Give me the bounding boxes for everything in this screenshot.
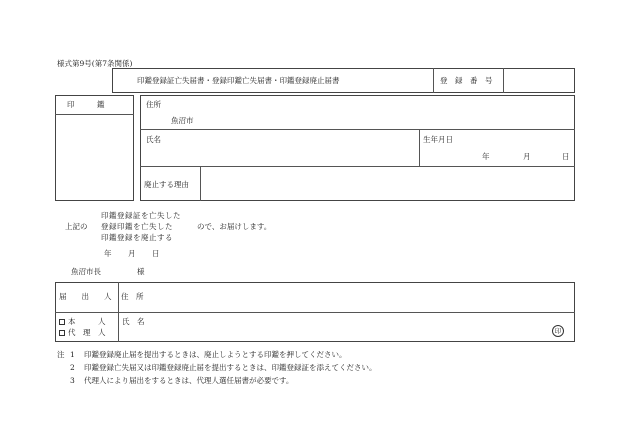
note-text: 印鑑登録亡失届又は印鑑登録廃止届を提出するときは、印鑑登録証を添えてください。 xyxy=(84,363,377,372)
notifier-name-label: 氏 名 xyxy=(122,317,145,326)
divider xyxy=(140,129,575,130)
divider xyxy=(118,282,119,342)
note-text: 印鑑登録廃止届を提出するときは、廃止しようとする印鑑を押してください。 xyxy=(84,350,347,359)
notifier-address-input[interactable] xyxy=(150,286,570,308)
seal-label: 印 鑑 xyxy=(67,100,105,109)
divider xyxy=(200,166,201,201)
notifier-label: 届 出 人 xyxy=(59,292,112,301)
agent-option[interactable] xyxy=(59,329,106,337)
statement-option-seal-lost: 登録印鑑を亡失した xyxy=(101,222,173,231)
reason-label: 廃止する理由 xyxy=(144,180,189,189)
form-title: 印鑑登録証亡失届書・登録印鑑亡失届書・印鑑登録廃止届書 xyxy=(137,76,340,85)
name-label: 氏名 xyxy=(146,135,161,144)
agent-checkbox[interactable] xyxy=(59,330,65,336)
birthdate-day: 日 xyxy=(562,152,570,161)
divider xyxy=(140,166,575,167)
notifier-address-label: 住 所 xyxy=(121,292,144,301)
self-label: 本 人 xyxy=(68,317,106,326)
date-month: 月 xyxy=(128,249,136,258)
note-number: 3 xyxy=(70,376,75,385)
birthdate-month: 月 xyxy=(523,152,531,161)
address-city: 魚沼市 xyxy=(171,116,194,125)
addressee-name: 魚沼市長 xyxy=(71,267,101,276)
divider xyxy=(55,312,575,313)
birthdate-label: 生年月日 xyxy=(423,135,453,144)
note-number: 2 xyxy=(70,363,75,372)
statement-prefix: 上記の xyxy=(65,222,88,231)
divider xyxy=(503,68,504,93)
date-year: 年 xyxy=(104,249,112,258)
addressee-honorific: 様 xyxy=(137,267,145,276)
date-day: 日 xyxy=(152,249,160,258)
address-label: 住所 xyxy=(146,100,161,109)
seal-impression-area[interactable] xyxy=(58,118,131,198)
self-checkbox[interactable] xyxy=(59,319,65,325)
divider xyxy=(419,129,420,166)
seal-mark-icon: 印 xyxy=(552,325,564,337)
birthdate-year: 年 xyxy=(482,152,490,161)
notes-heading: 注 xyxy=(57,350,65,359)
statement-option-certificate-lost: 印鑑登録証を亡失した xyxy=(101,211,181,220)
address-input[interactable] xyxy=(205,108,565,126)
self-option[interactable] xyxy=(59,318,106,326)
note-text: 代理人により届出をするときは、代理人選任届書が必要です。 xyxy=(84,376,294,385)
divider xyxy=(55,114,134,115)
statement-suffix: ので、お届けします。 xyxy=(197,222,272,231)
reason-input[interactable] xyxy=(205,170,570,198)
registration-number-label: 登 録 番 号 xyxy=(440,76,493,85)
name-input[interactable] xyxy=(146,146,411,163)
form-number: 様式第9号(第7条関係) xyxy=(57,59,133,68)
notifier-name-input[interactable] xyxy=(150,316,545,338)
divider xyxy=(433,68,434,93)
statement-option-abolish: 印鑑登録を廃止する xyxy=(101,233,173,242)
note-number: 1 xyxy=(70,350,75,359)
agent-label: 代 理 人 xyxy=(68,328,106,337)
